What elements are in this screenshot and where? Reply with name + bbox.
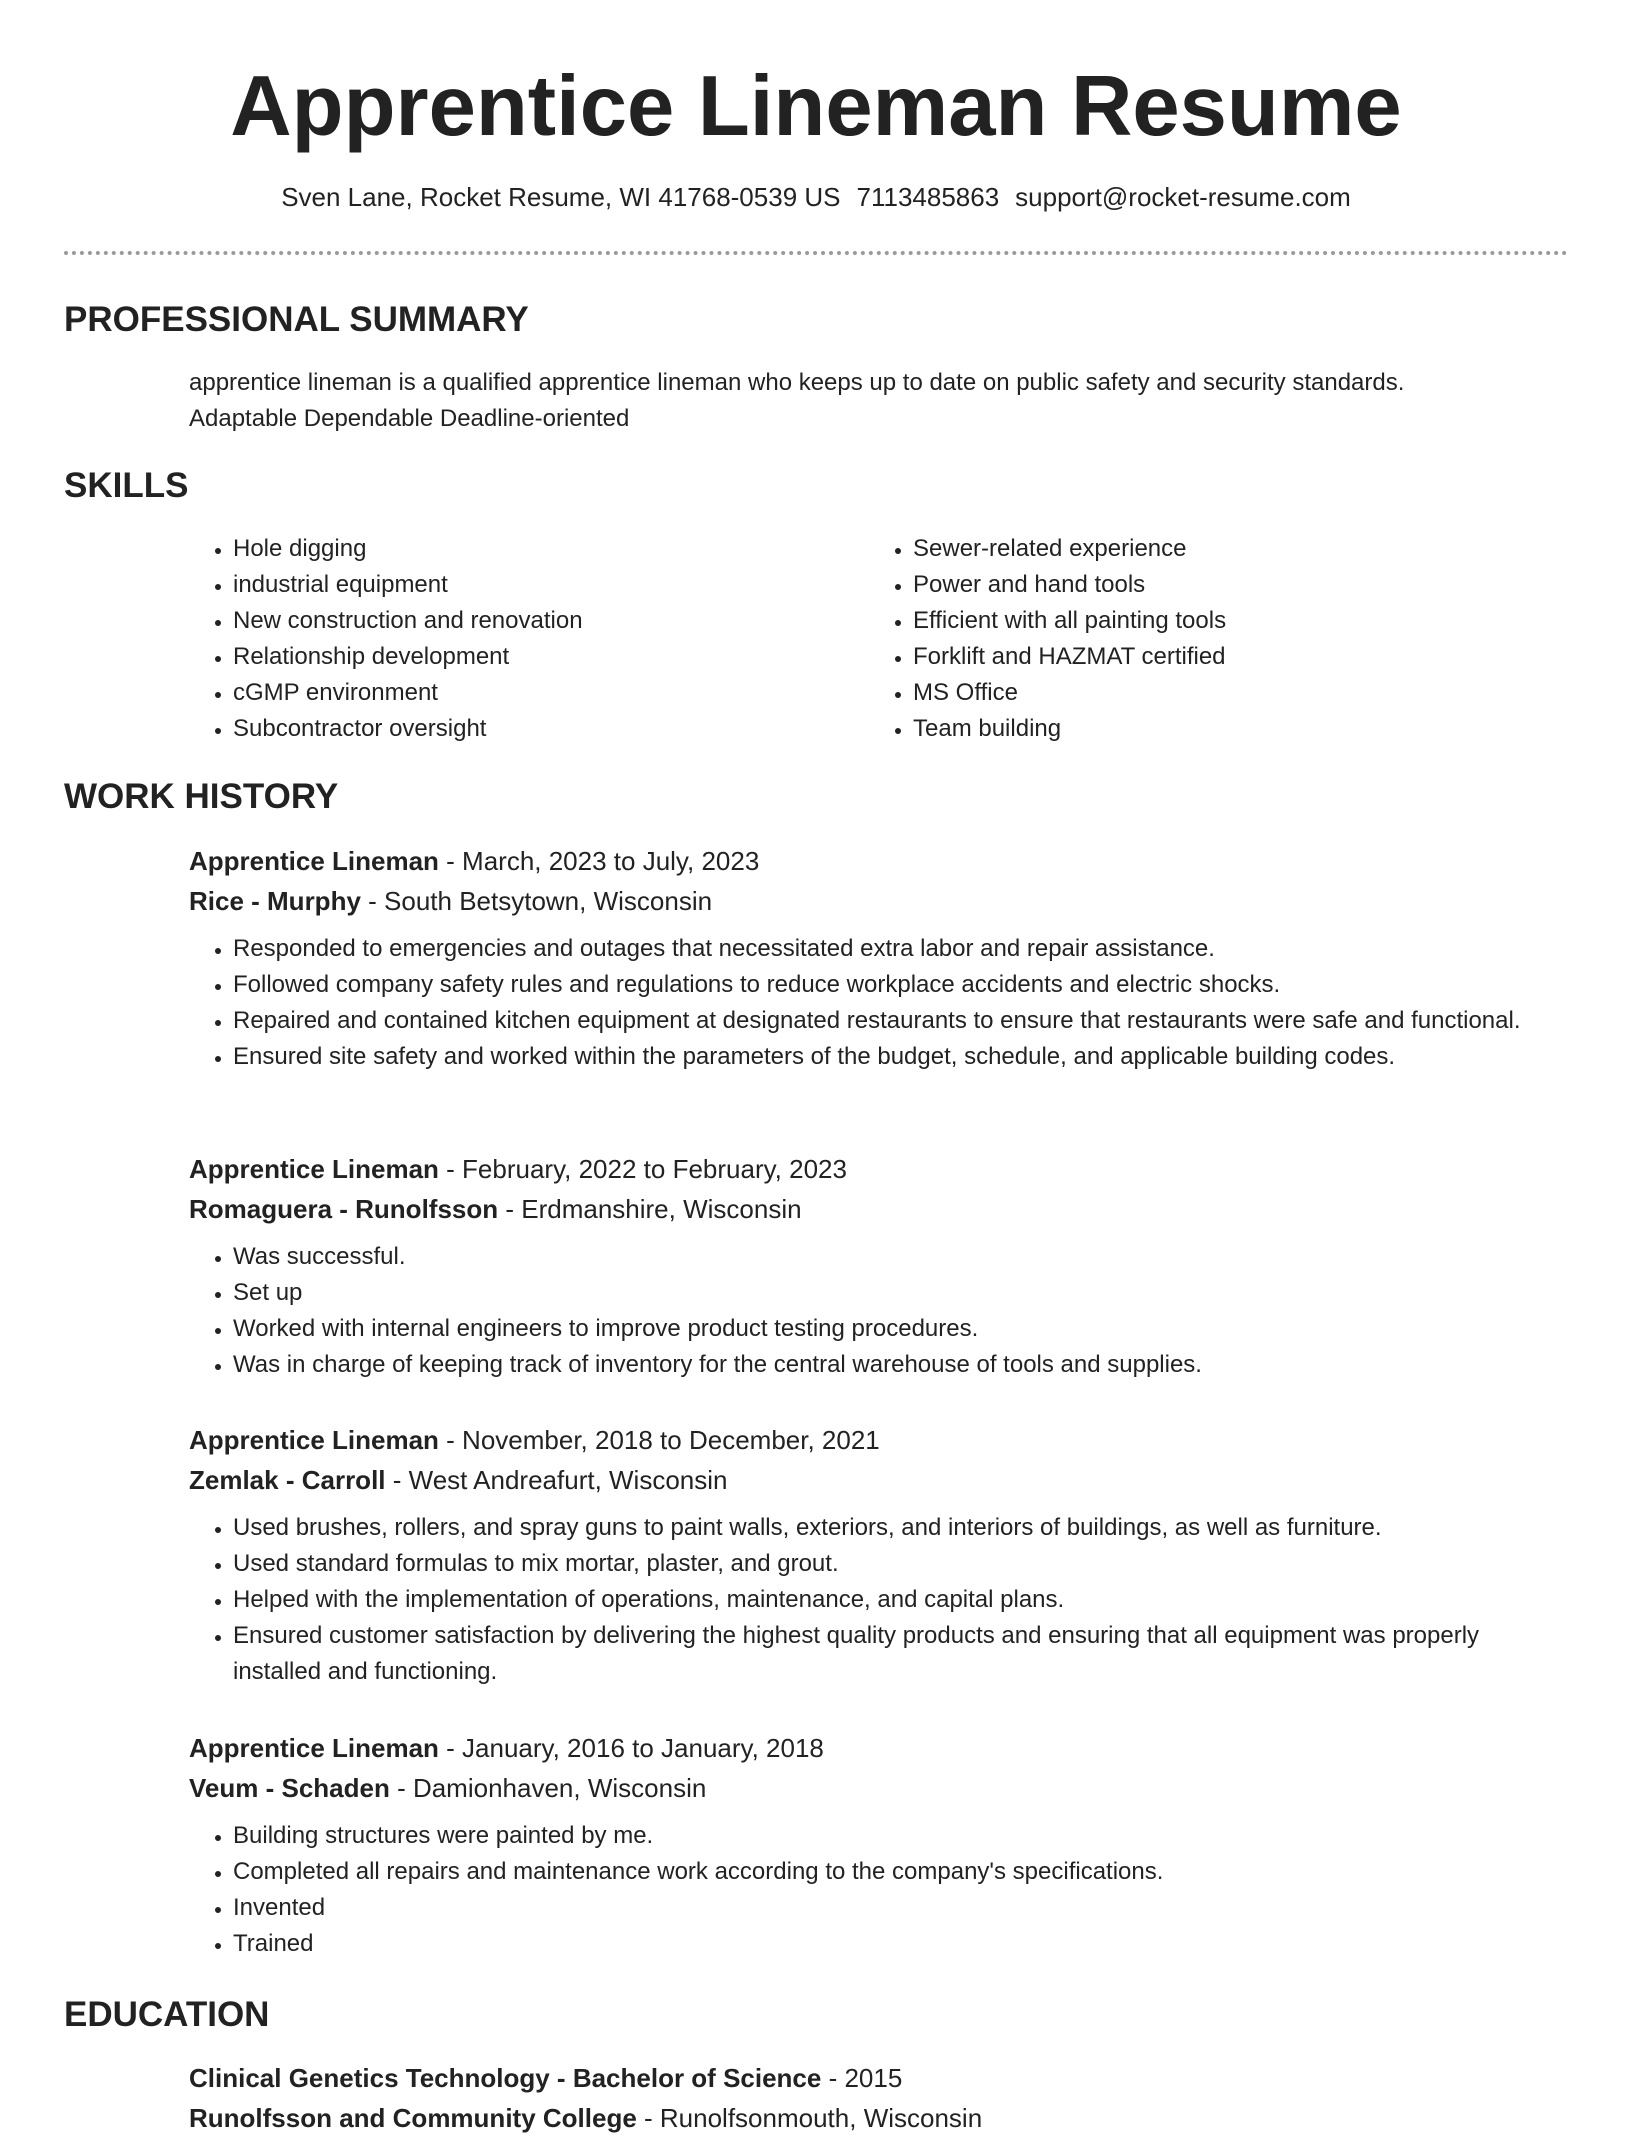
skill-item: • Relationship development [233, 639, 849, 675]
education-heading: EDUCATION [64, 1995, 270, 2034]
contact-address: Sven Lane, Rocket Resume, WI 41768-0539 US [281, 182, 841, 212]
job-duty: • Used brushes, rollers, and spray guns to paint walls, exteriors, and interiors of buildings, as well as furniture. [233, 1510, 1569, 1546]
resume-title: Apprentice Lineman Resume [230, 59, 1402, 154]
skill-item: • Hole digging [233, 531, 849, 567]
education-entry [189, 2058, 1569, 2138]
contact-phone: 7113485863 [856, 182, 1000, 212]
job-role-line [189, 1420, 1569, 1460]
job-duty: • Responded to emergencies and outages that necessitated extra labor and repair assistance. [233, 931, 1569, 967]
job-location: - Damionhaven, Wisconsin [389, 1773, 707, 1803]
job-company: Romaguera - Runolfsson [189, 1194, 499, 1224]
job-duties-list [189, 931, 1569, 1075]
job-duties-list [189, 1818, 1569, 1962]
job-role-line [189, 1728, 1569, 1768]
job-title: Apprentice Lineman [189, 1154, 439, 1184]
job-entry [189, 1420, 1569, 1690]
job-company: Zemlak - Carroll [189, 1465, 386, 1495]
summary-line-2: Adaptable Dependable Deadline-oriented [189, 405, 630, 432]
skill-item: • Team building [913, 711, 1549, 747]
job-location: - West Andreafurt, Wisconsin [385, 1465, 728, 1495]
work-history-heading: WORK HISTORY [64, 777, 339, 816]
job-entry [189, 841, 1569, 1075]
job-company-line [189, 1768, 1569, 1808]
skill-item: • cGMP environment [233, 675, 849, 711]
skill-item: • industrial equipment [233, 567, 849, 603]
skill-item: • Sewer-related experience [913, 531, 1549, 567]
job-duty: • Set up [233, 1275, 1569, 1311]
job-company-line [189, 1189, 1569, 1229]
contact-email[interactable]: support@rocket-resume.com [1015, 182, 1351, 212]
skills-right-list [869, 531, 1549, 747]
job-duties-list [189, 1510, 1569, 1690]
job-company: Veum - Schaden [189, 1773, 390, 1803]
job-company-line [189, 1460, 1569, 1500]
skill-item: • Efficient with all painting tools [913, 603, 1549, 639]
job-duty: • Ensured site safety and worked within the parameters of the budget, schedule, and applicable building codes. [233, 1039, 1569, 1075]
job-duty: • Helped with the implementation of operations, maintenance, and capital plans. [233, 1582, 1569, 1618]
job-location: - South Betsytown, Wisconsin [360, 886, 713, 916]
skill-item: • MS Office [913, 675, 1549, 711]
job-company: Rice - Murphy [189, 886, 361, 916]
job-dates: - February, 2022 to February, 2023 [438, 1154, 847, 1184]
job-duty: • Worked with internal engineers to improve product testing procedures. [233, 1311, 1569, 1347]
job-duty: • Ensured customer satisfaction by delivering the highest quality products and ensuring that all equipment was properly installed and functioning. [233, 1618, 1569, 1690]
job-dates: - March, 2023 to July, 2023 [438, 846, 760, 876]
skill-item: • Subcontractor oversight [233, 711, 849, 747]
job-duty: • Used standard formulas to mix mortar, plaster, and grout. [233, 1546, 1569, 1582]
skills-left-list [189, 531, 849, 747]
job-entry [189, 1728, 1569, 1962]
education-school: Runolfsson and Community College [189, 2103, 637, 2133]
job-duty: • Completed all repairs and maintenance work according to the company's specifications. [233, 1854, 1569, 1890]
summary-text [189, 365, 1404, 437]
skills-right-column [869, 531, 1549, 747]
job-dates: - November, 2018 to December, 2021 [438, 1425, 880, 1455]
job-location: - Erdmanshire, Wisconsin [498, 1194, 802, 1224]
job-duties-list [189, 1239, 1569, 1383]
job-duty: • Was successful. [233, 1239, 1569, 1275]
job-title: Apprentice Lineman [189, 1425, 439, 1455]
job-duty: • Trained [233, 1926, 1569, 1962]
education-degree-line [189, 2058, 1569, 2098]
contact-line [0, 180, 1632, 214]
summary-heading: PROFESSIONAL SUMMARY [64, 300, 529, 339]
job-role-line [189, 1149, 1569, 1189]
job-duty: • Building structures were painted by me. [233, 1818, 1569, 1854]
job-company-line [189, 881, 1569, 921]
job-duty: • Was in charge of keeping track of inventory for the central warehouse of tools and supplies. [233, 1347, 1569, 1383]
job-duty: • Repaired and contained kitchen equipment at designated restaurants to ensure that restaurants were safe and functional. [233, 1003, 1569, 1039]
skill-item: • New construction and renovation [233, 603, 849, 639]
skills-heading: SKILLS [64, 466, 189, 505]
education-year: - 2015 [821, 2063, 903, 2093]
job-duty: • Followed company safety rules and regulations to reduce workplace accidents and electric shocks. [233, 967, 1569, 1003]
job-title: Apprentice Lineman [189, 1733, 439, 1763]
education-degree: Clinical Genetics Technology - Bachelor of Science [189, 2063, 822, 2093]
skills-left-column [189, 531, 849, 747]
job-role-line [189, 841, 1569, 881]
skill-item: • Forklift and HAZMAT certified [913, 639, 1549, 675]
education-school-line [189, 2098, 1569, 2138]
job-title: Apprentice Lineman [189, 846, 439, 876]
job-duty: • Invented [233, 1890, 1569, 1926]
summary-line-1: apprentice lineman is a qualified apprentice lineman who keeps up to date on public safety and security standards. [189, 369, 1405, 396]
skill-item: • Power and hand tools [913, 567, 1549, 603]
education-location: - Runolfsonmouth, Wisconsin [636, 2103, 983, 2133]
job-entry [189, 1149, 1569, 1383]
job-dates: - January, 2016 to January, 2018 [438, 1733, 824, 1763]
header-divider [64, 251, 1568, 255]
